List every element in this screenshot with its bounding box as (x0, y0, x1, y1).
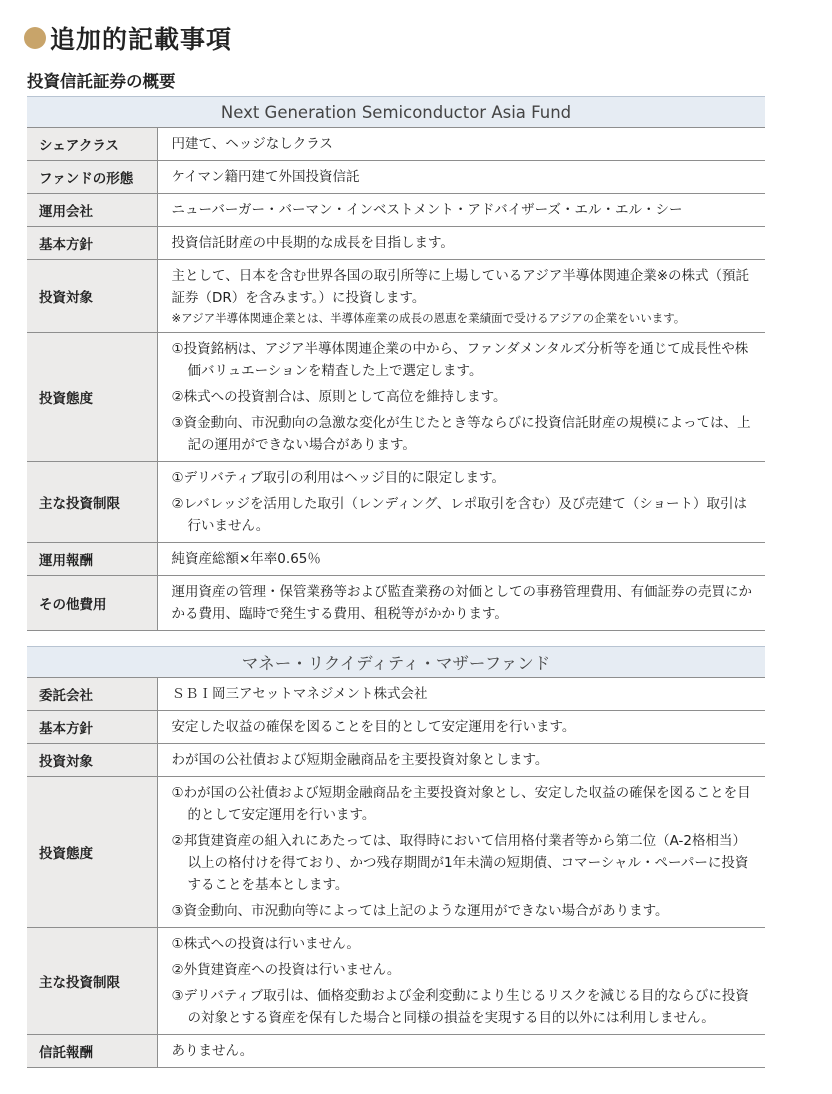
row-value (157, 777, 765, 928)
value-text: 円建て、ヘッジなしクラス (171, 136, 333, 152)
row-value (157, 194, 765, 227)
list-item: ①株式への投資は行いません。 (171, 936, 360, 952)
list-item: ③資金動向、市況動向の急激な変化が生じたとき等ならびに投資信託財産の規模によっては、上記の運用ができない場合があります。 (171, 415, 751, 453)
table-row (27, 260, 765, 333)
table-row (27, 1035, 765, 1068)
value-text: ケイマン籍円建て外国投資信託 (171, 169, 360, 185)
row-value (157, 227, 765, 260)
value-text: 安定した収益の確保を図ることを目的として安定運用を行います。 (171, 719, 576, 735)
list-item: ②株式への投資割合は、原則として高位を維持します。 (171, 389, 507, 405)
row-value (157, 161, 765, 194)
value-text: 投資信託財産の中長期的な成長を目指します。 (171, 235, 454, 251)
list-item: ①投資銘柄は、アジア半導体関連企業の中から、ファンダメンタルズ分析等を通じて成長性や株価バリュエーションを精査した上で選定します。 (171, 341, 749, 379)
row-label: 投資態度 (27, 777, 157, 928)
row-label: その他費用 (27, 576, 157, 631)
row-value (157, 928, 765, 1035)
value-text: 運用資産の管理・保管業務等および監査業務の対価としての事務管理費用、有価証券の売買にかかる費用、臨時で発生する費用、租税等がかかります。 (171, 584, 752, 622)
table-row (27, 161, 765, 194)
value-text: 純資産総額×年率0.65％ (171, 551, 321, 567)
value-text: わが国の公社債および短期金融商品を主要投資対象とします。 (171, 752, 549, 768)
bullet-circle-icon (24, 27, 46, 49)
table-row (27, 928, 765, 1035)
fund-table-ngsaf (27, 96, 765, 631)
row-value (157, 744, 765, 777)
row-value (157, 543, 765, 576)
value-text: ニューバーガー・バーマン・インベストメント・アドバイザーズ・エル・エル・シー (171, 202, 683, 218)
row-value (157, 462, 765, 543)
value-text: ＳＢＩ岡三アセットマネジメント株式会社 (171, 686, 428, 702)
row-label: 投資対象 (27, 744, 157, 777)
row-label: 運用会社 (27, 194, 157, 227)
row-label: 主な投資制限 (27, 462, 157, 543)
table-row (27, 333, 765, 462)
list-item: ②邦貨建資産の組入れにあたっては、取得時において信用格付業者等から第二位（A-2格相当）以上の格付けを得ており、かつ残存期間が1年未満の短期債、コマーシャル・ペーパーに投資することを基本とします。 (171, 833, 749, 893)
section-title: 追加的記載事項 (50, 25, 233, 54)
fund-table-money-liquidity (27, 646, 765, 1068)
table-row (27, 128, 765, 161)
subtitle: 投資信託証券の概要 (27, 72, 176, 91)
row-value (157, 678, 765, 711)
value-text: ありません。 (171, 1043, 254, 1059)
row-label: 信託報酬 (27, 1035, 157, 1068)
value-text: 主として、日本を含む世界各国の取引所等に上場しているアジア半導体関連企業※の株式（預託証券（DR）を含みます。）に投資します。 (171, 268, 750, 306)
row-value (157, 333, 765, 462)
row-label: シェアクラス (27, 128, 157, 161)
list-item: ②レバレッジを活用した取引（レンディング、レポ取引を含む）及び売建て（ショート）取引は行いません。 (171, 496, 748, 534)
section-heading (24, 16, 232, 60)
list-item: ③資金動向、市況動向等によっては上記のような運用ができない場合があります。 (171, 903, 669, 919)
list-item: ①わが国の公社債および短期金融商品を主要投資対象とし、安定した収益の確保を図ることを目的として安定運用を行います。 (171, 785, 751, 823)
row-value (157, 260, 765, 333)
row-value (157, 711, 765, 744)
row-label: 主な投資制限 (27, 928, 157, 1035)
footnote: ※アジア半導体関連企業とは、半導体産業の成長の恩恵を業績面で受けるアジアの企業をいいます。 (171, 311, 686, 325)
row-label: 運用報酬 (27, 543, 157, 576)
list-item: ③デリバティブ取引は、価格変動および金利変動により生じるリスクを減じる目的ならびに投資の対象とする資産を保有した場合と同様の損益を実現する目的以外には利用しません。 (171, 988, 749, 1026)
fund-name: Next Generation Semiconductor Asia Fund (27, 97, 765, 128)
table-row (27, 744, 765, 777)
row-label: 投資対象 (27, 260, 157, 333)
fund-name: マネー・リクイディティ・マザーファンド (27, 647, 765, 678)
table-row (27, 678, 765, 711)
row-value (157, 128, 765, 161)
table-row (27, 227, 765, 260)
row-label: 投資態度 (27, 333, 157, 462)
table-row (27, 462, 765, 543)
row-label: 基本方針 (27, 711, 157, 744)
row-value (157, 1035, 765, 1068)
row-value (157, 576, 765, 631)
row-label: ファンドの形態 (27, 161, 157, 194)
table-row (27, 543, 765, 576)
table-row (27, 711, 765, 744)
table-row (27, 777, 765, 928)
table-row (27, 576, 765, 631)
list-item: ①デリバティブ取引の利用はヘッジ目的に限定します。 (171, 470, 506, 486)
row-label: 委託会社 (27, 678, 157, 711)
list-item: ②外貨建資産への投資は行いません。 (171, 962, 401, 978)
table-row (27, 194, 765, 227)
row-label: 基本方針 (27, 227, 157, 260)
